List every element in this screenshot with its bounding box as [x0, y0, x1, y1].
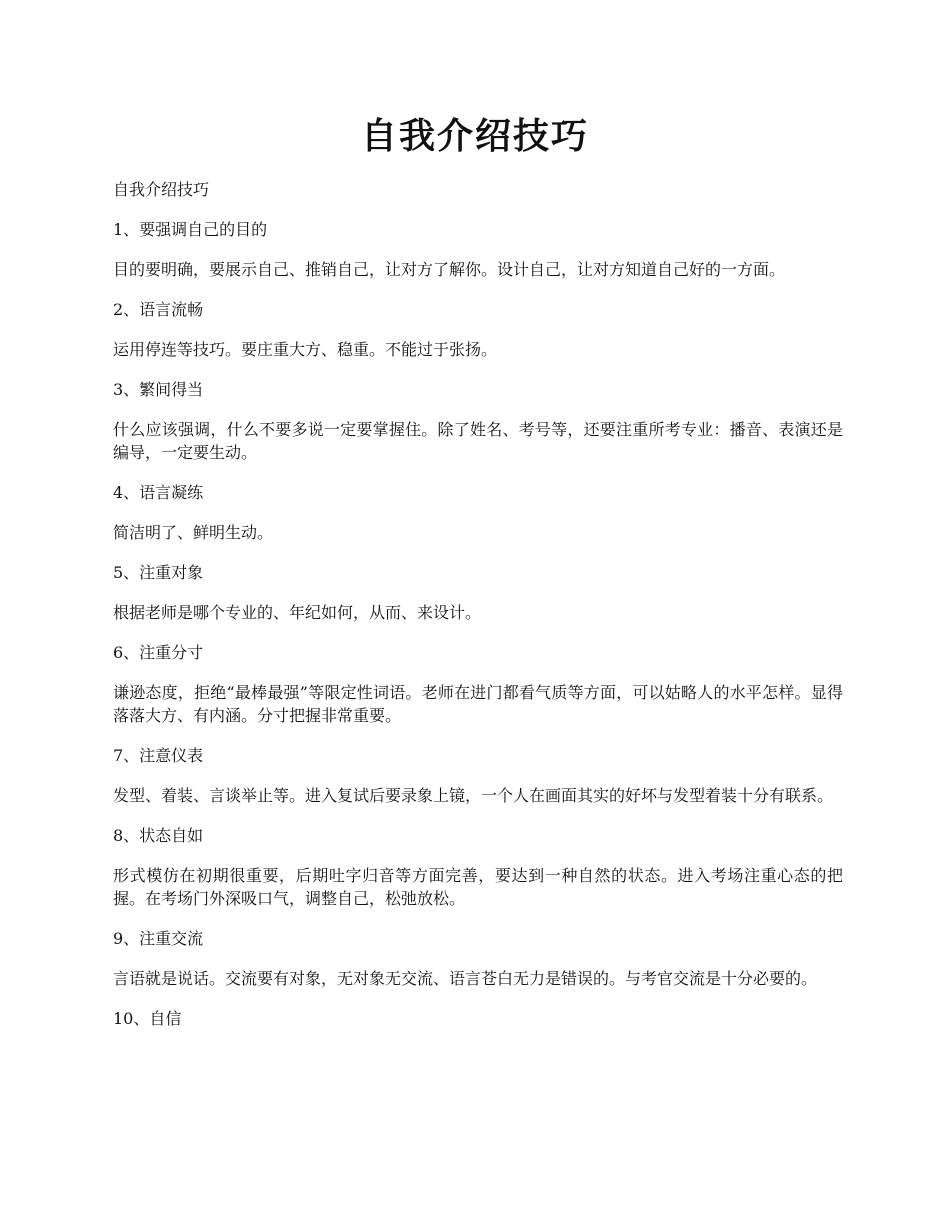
section-body-8: 形式模仿在初期很重要，后期吐字归音等方面完善，要达到一种自然的状态。进入考场注重心态的把握。在考场门外深吸口气，调整自己，松弛放松。 [113, 866, 843, 908]
section-body-2: 运用停连等技巧。要庄重大方、稳重。不能过于张扬。 [113, 340, 498, 359]
document-title: 自我介绍技巧 [360, 115, 589, 157]
section-body-5: 根据老师是哪个专业的、年纪如何，从而、来设计。 [113, 603, 482, 622]
section-heading-9: 9、注重交流 [113, 929, 204, 948]
section-heading-7: 7、注意仪表 [113, 746, 204, 765]
section-body-4: 简洁明了、鲜明生动。 [113, 523, 274, 542]
section-body-6: 谦逊态度，拒绝“最棒最强”等限定性词语。老师在进门都看气质等方面，可以姑略人的水平怎样。显得落落大方、有内涵。分寸把握非常重要。 [113, 683, 843, 725]
section-body-1: 目的要明确，要展示自己、推销自己，让对方了解你。设计自己，让对方知道自己好的一方面。 [113, 260, 786, 279]
section-heading-5: 5、注重对象 [113, 563, 204, 582]
section-heading-8: 8、状态自如 [113, 826, 204, 845]
subtitle-line: 自我介绍技巧 [113, 180, 210, 199]
document-body [113, 178, 843, 1047]
section-heading-6: 6、注重分寸 [113, 643, 204, 662]
section-heading-2: 2、语言流畅 [113, 300, 204, 319]
section-heading-1: 1、要强调自己的目的 [113, 220, 268, 239]
section-body-9: 言语就是说话。交流要有对象，无对象无交流、语言苍白无力是错误的。与考官交流是十分必要的。 [113, 969, 818, 988]
section-heading-10: 10、自信 [113, 1009, 182, 1028]
section-heading-3: 3、繁间得当 [113, 380, 204, 399]
section-heading-4: 4、语言凝练 [113, 483, 204, 502]
section-body-7: 发型、着装、言谈举止等。进入复试后要录象上镜，一个人在画面其实的好坏与发型着装十分有联系。 [113, 786, 834, 805]
section-body-3: 什么应该强调，什么不要多说一定要掌握住。除了姓名、考号等，还要注重所考专业：播音、表演还是编导，一定要生动。 [113, 420, 843, 462]
